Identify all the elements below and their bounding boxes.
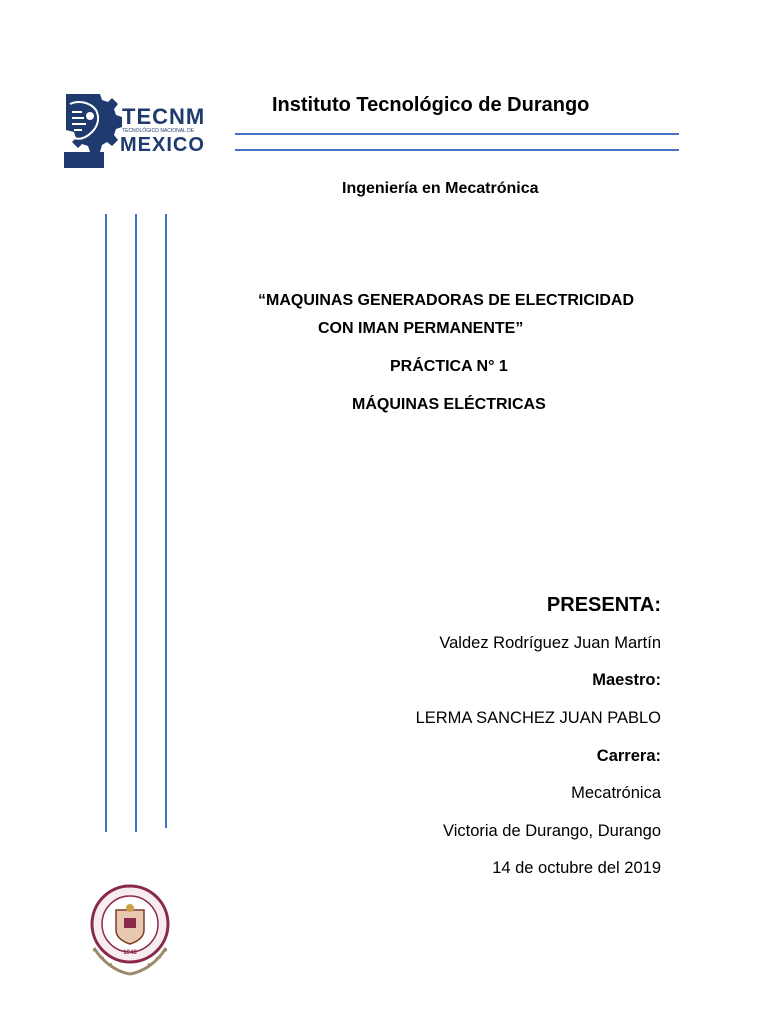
vertical-rule-2 xyxy=(135,214,137,832)
teacher-label: Maestro: xyxy=(592,671,661,689)
tecnm-logo xyxy=(60,90,206,172)
career-name: Mecatrónica xyxy=(571,784,661,802)
practice-number: PRÁCTICA N° 1 xyxy=(390,358,508,375)
vertical-rule-3 xyxy=(165,214,167,828)
institution-title: Instituto Tecnológico de Durango xyxy=(272,94,590,116)
location: Victoria de Durango, Durango xyxy=(443,822,661,840)
tecnm-country-text: MEXICO xyxy=(120,134,205,156)
course-name: MÁQUINAS ELÉCTRICAS xyxy=(352,396,546,413)
project-title-line2: CON IMAN PERMANENTE” xyxy=(318,320,524,337)
header-rule-top xyxy=(235,133,679,135)
vertical-rule-1 xyxy=(105,214,107,832)
tecnm-subtitle-text: TECNOLÓGICO NACIONAL DE xyxy=(122,128,195,134)
student-name: Valdez Rodríguez Juan Martín xyxy=(439,634,661,652)
itd-seal-icon xyxy=(86,878,174,978)
tecnm-brand-text: TECNM xyxy=(122,104,206,129)
seal-year: 1948 xyxy=(123,950,137,956)
itd-seal-logo xyxy=(86,878,174,978)
date: 14 de octubre del 2019 xyxy=(492,859,661,877)
career-label: Carrera: xyxy=(596,747,661,765)
header-rule-bottom xyxy=(235,149,679,151)
project-title-line1: “MAQUINAS GENERADORAS DE ELECTRICIDAD xyxy=(258,292,635,309)
teacher-name: LERMA SANCHEZ JUAN PABLO xyxy=(415,709,661,727)
career-heading: Ingeniería en Mecatrónica xyxy=(342,180,539,197)
presenta-heading: PRESENTA: xyxy=(546,594,661,616)
